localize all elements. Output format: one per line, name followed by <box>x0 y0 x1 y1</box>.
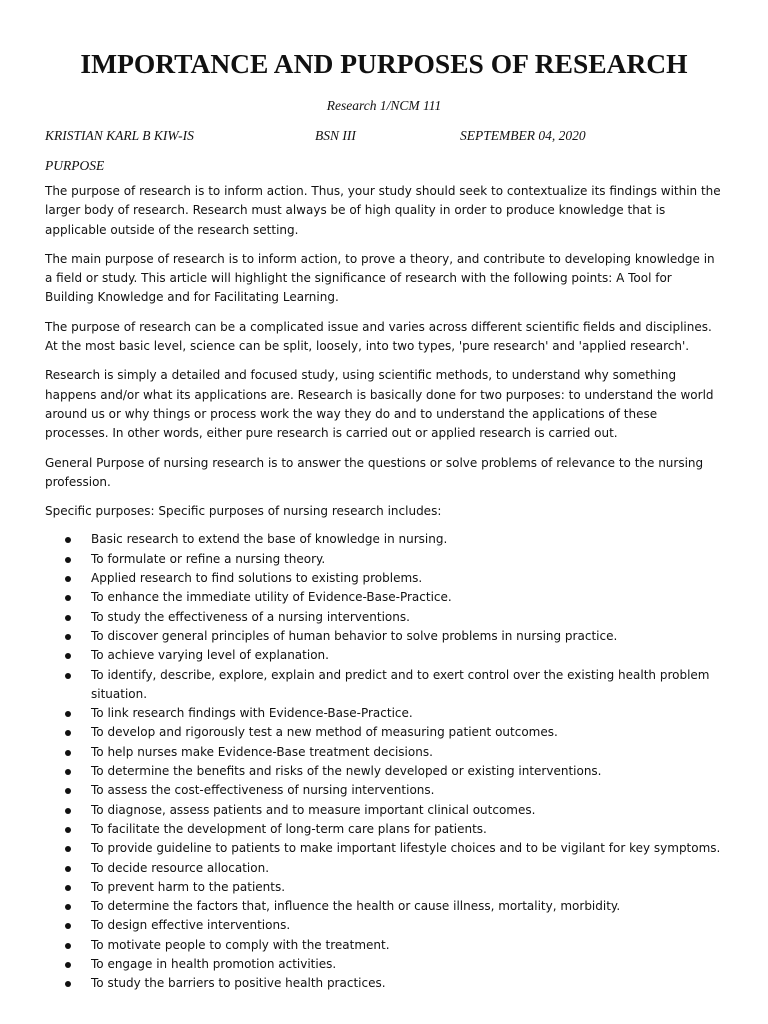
list-item-text: To identify, describe, explore, explain and predict and to exert control over the existing health problem situation. <box>91 667 710 701</box>
bullet-icon <box>65 808 71 814</box>
document-date: SEPTEMBER 04, 2020 <box>460 128 586 143</box>
document-subtitle: Research 1/NCM 111 <box>326 98 442 113</box>
bullet-icon <box>65 634 71 640</box>
bullet-icon <box>65 711 71 717</box>
list-item-text: To prevent harm to the patients. <box>91 879 286 894</box>
bullet-icon <box>65 730 71 736</box>
list-item-text: Basic research to extend the base of knowledge in nursing. <box>91 532 448 547</box>
list-item <box>45 955 723 974</box>
list-item-text: To develop and rigorously test a new method of measuring patient outcomes. <box>91 725 558 740</box>
paragraph: The purpose of research is to inform action. Thus, your study should seek to contextualize its findings within the larger body of research. Research must always be of high quality in order to produce knowledge that is applicable outside of the research setting. <box>45 184 721 237</box>
paragraph: General Purpose of nursing research is to answer the questions or solve problems of relevance to the nursing profession. <box>45 455 704 489</box>
list-item-text: To determine the benefits and risks of the newly developed or existing interventions. <box>91 764 602 779</box>
bullet-icon <box>65 885 71 891</box>
list-item <box>45 762 723 781</box>
list-item <box>45 646 723 665</box>
list-item <box>45 916 723 935</box>
bullet-icon <box>65 537 71 543</box>
bullet-icon <box>65 595 71 601</box>
list-item-text: To study the effectiveness of a nursing interventions. <box>91 609 410 624</box>
section-heading: PURPOSE <box>45 158 105 173</box>
bullet-icon <box>65 653 71 659</box>
course-label: BSN III <box>315 128 356 143</box>
list-item-text: To link research findings with Evidence-Base-Practice. <box>91 706 413 721</box>
list-item-text: To assess the cost-effectiveness of nursing interventions. <box>91 783 435 798</box>
author-name: KRISTIAN KARL B KIW-IS <box>45 128 194 143</box>
bullet-icon <box>65 923 71 929</box>
list-item-text: To enhance the immediate utility of Evidence-Base-Practice. <box>91 590 452 605</box>
bullet-icon <box>65 962 71 968</box>
bullet-icon <box>65 866 71 872</box>
bullet-icon <box>65 846 71 852</box>
bullet-icon <box>65 750 71 756</box>
paragraph: Research is simply a detailed and focused study, using scientific methods, to understand why something happens and/or what its applications are. Research is basically done for two purposes: to understand the world around us or why things or process work the way they do and to understand the applications of these processes. In other words, either pure research is carried out or applied research is carried out. <box>45 368 714 441</box>
list-item <box>45 723 723 742</box>
list-item <box>45 878 723 897</box>
bullet-icon <box>65 576 71 582</box>
paragraph: Specific purposes: Specific purposes of nursing research includes: <box>45 504 442 519</box>
paragraph: The main purpose of research is to inform action, to prove a theory, and contribute to developing knowledge in a field or study. This article will highlight the significance of research with the following points: A Tool for Building Knowledge and for Facilitating Learning. <box>45 251 715 305</box>
bullet-icon <box>65 769 71 775</box>
bullet-icon <box>65 615 71 621</box>
list-item <box>45 897 723 916</box>
list-item <box>45 781 723 800</box>
list-item <box>45 743 723 762</box>
list-item-text: To motivate people to comply with the treatment. <box>91 937 390 952</box>
list-item <box>45 608 723 627</box>
author-info-row <box>45 128 723 146</box>
list-item <box>45 627 723 646</box>
list-item-text: To engage in health promotion activities. <box>91 956 337 971</box>
list-item-text: To formulate or refine a nursing theory. <box>91 551 326 566</box>
list-item <box>45 839 723 858</box>
list-item-text: Applied research to find solutions to existing problems. <box>91 571 423 586</box>
list-item <box>45 550 723 569</box>
list-item-text: To discover general principles of human behavior to solve problems in nursing practice. <box>91 628 618 643</box>
list-item-text: To study the barriers to positive health practices. <box>91 976 386 991</box>
list-item-text: To diagnose, assess patients and to measure important clinical outcomes. <box>91 802 536 817</box>
document-title: IMPORTANCE AND PURPOSES OF RESEARCH <box>80 48 688 79</box>
list-item-text: To achieve varying level of explanation. <box>91 648 329 663</box>
bullet-icon <box>65 788 71 794</box>
list-item <box>45 820 723 839</box>
purpose-list <box>45 530 723 993</box>
list-item <box>45 588 723 607</box>
list-item <box>45 666 723 705</box>
list-item-text: To provide guideline to patients to make important lifestyle choices and to be vigilant for key symptoms. <box>91 841 721 856</box>
list-item <box>45 704 723 723</box>
list-item-text: To decide resource allocation. <box>91 860 270 875</box>
list-item-text: To help nurses make Evidence-Base treatment decisions. <box>91 744 433 759</box>
list-item <box>45 936 723 955</box>
bullet-icon <box>65 981 71 987</box>
paragraph: The purpose of research can be a complicated issue and varies across different scientific fields and disciplines. At the most basic level, science can be split, loosely, into two types, 'pure research' and 'applied research'. <box>45 319 712 354</box>
bullet-icon <box>65 673 71 679</box>
list-item-text: To design effective interventions. <box>91 918 291 933</box>
list-item-text: To determine the factors that, influence the health or cause illness, mortality, morbidity. <box>91 899 621 914</box>
list-item <box>45 530 723 549</box>
list-item <box>45 974 723 993</box>
list-item <box>45 569 723 588</box>
bullet-icon <box>65 557 71 563</box>
list-item <box>45 859 723 878</box>
list-item <box>45 801 723 820</box>
list-item-text: To facilitate the development of long-term care plans for patients. <box>91 821 487 836</box>
bullet-icon <box>65 827 71 833</box>
bullet-icon <box>65 904 71 910</box>
bullet-icon <box>65 943 71 949</box>
